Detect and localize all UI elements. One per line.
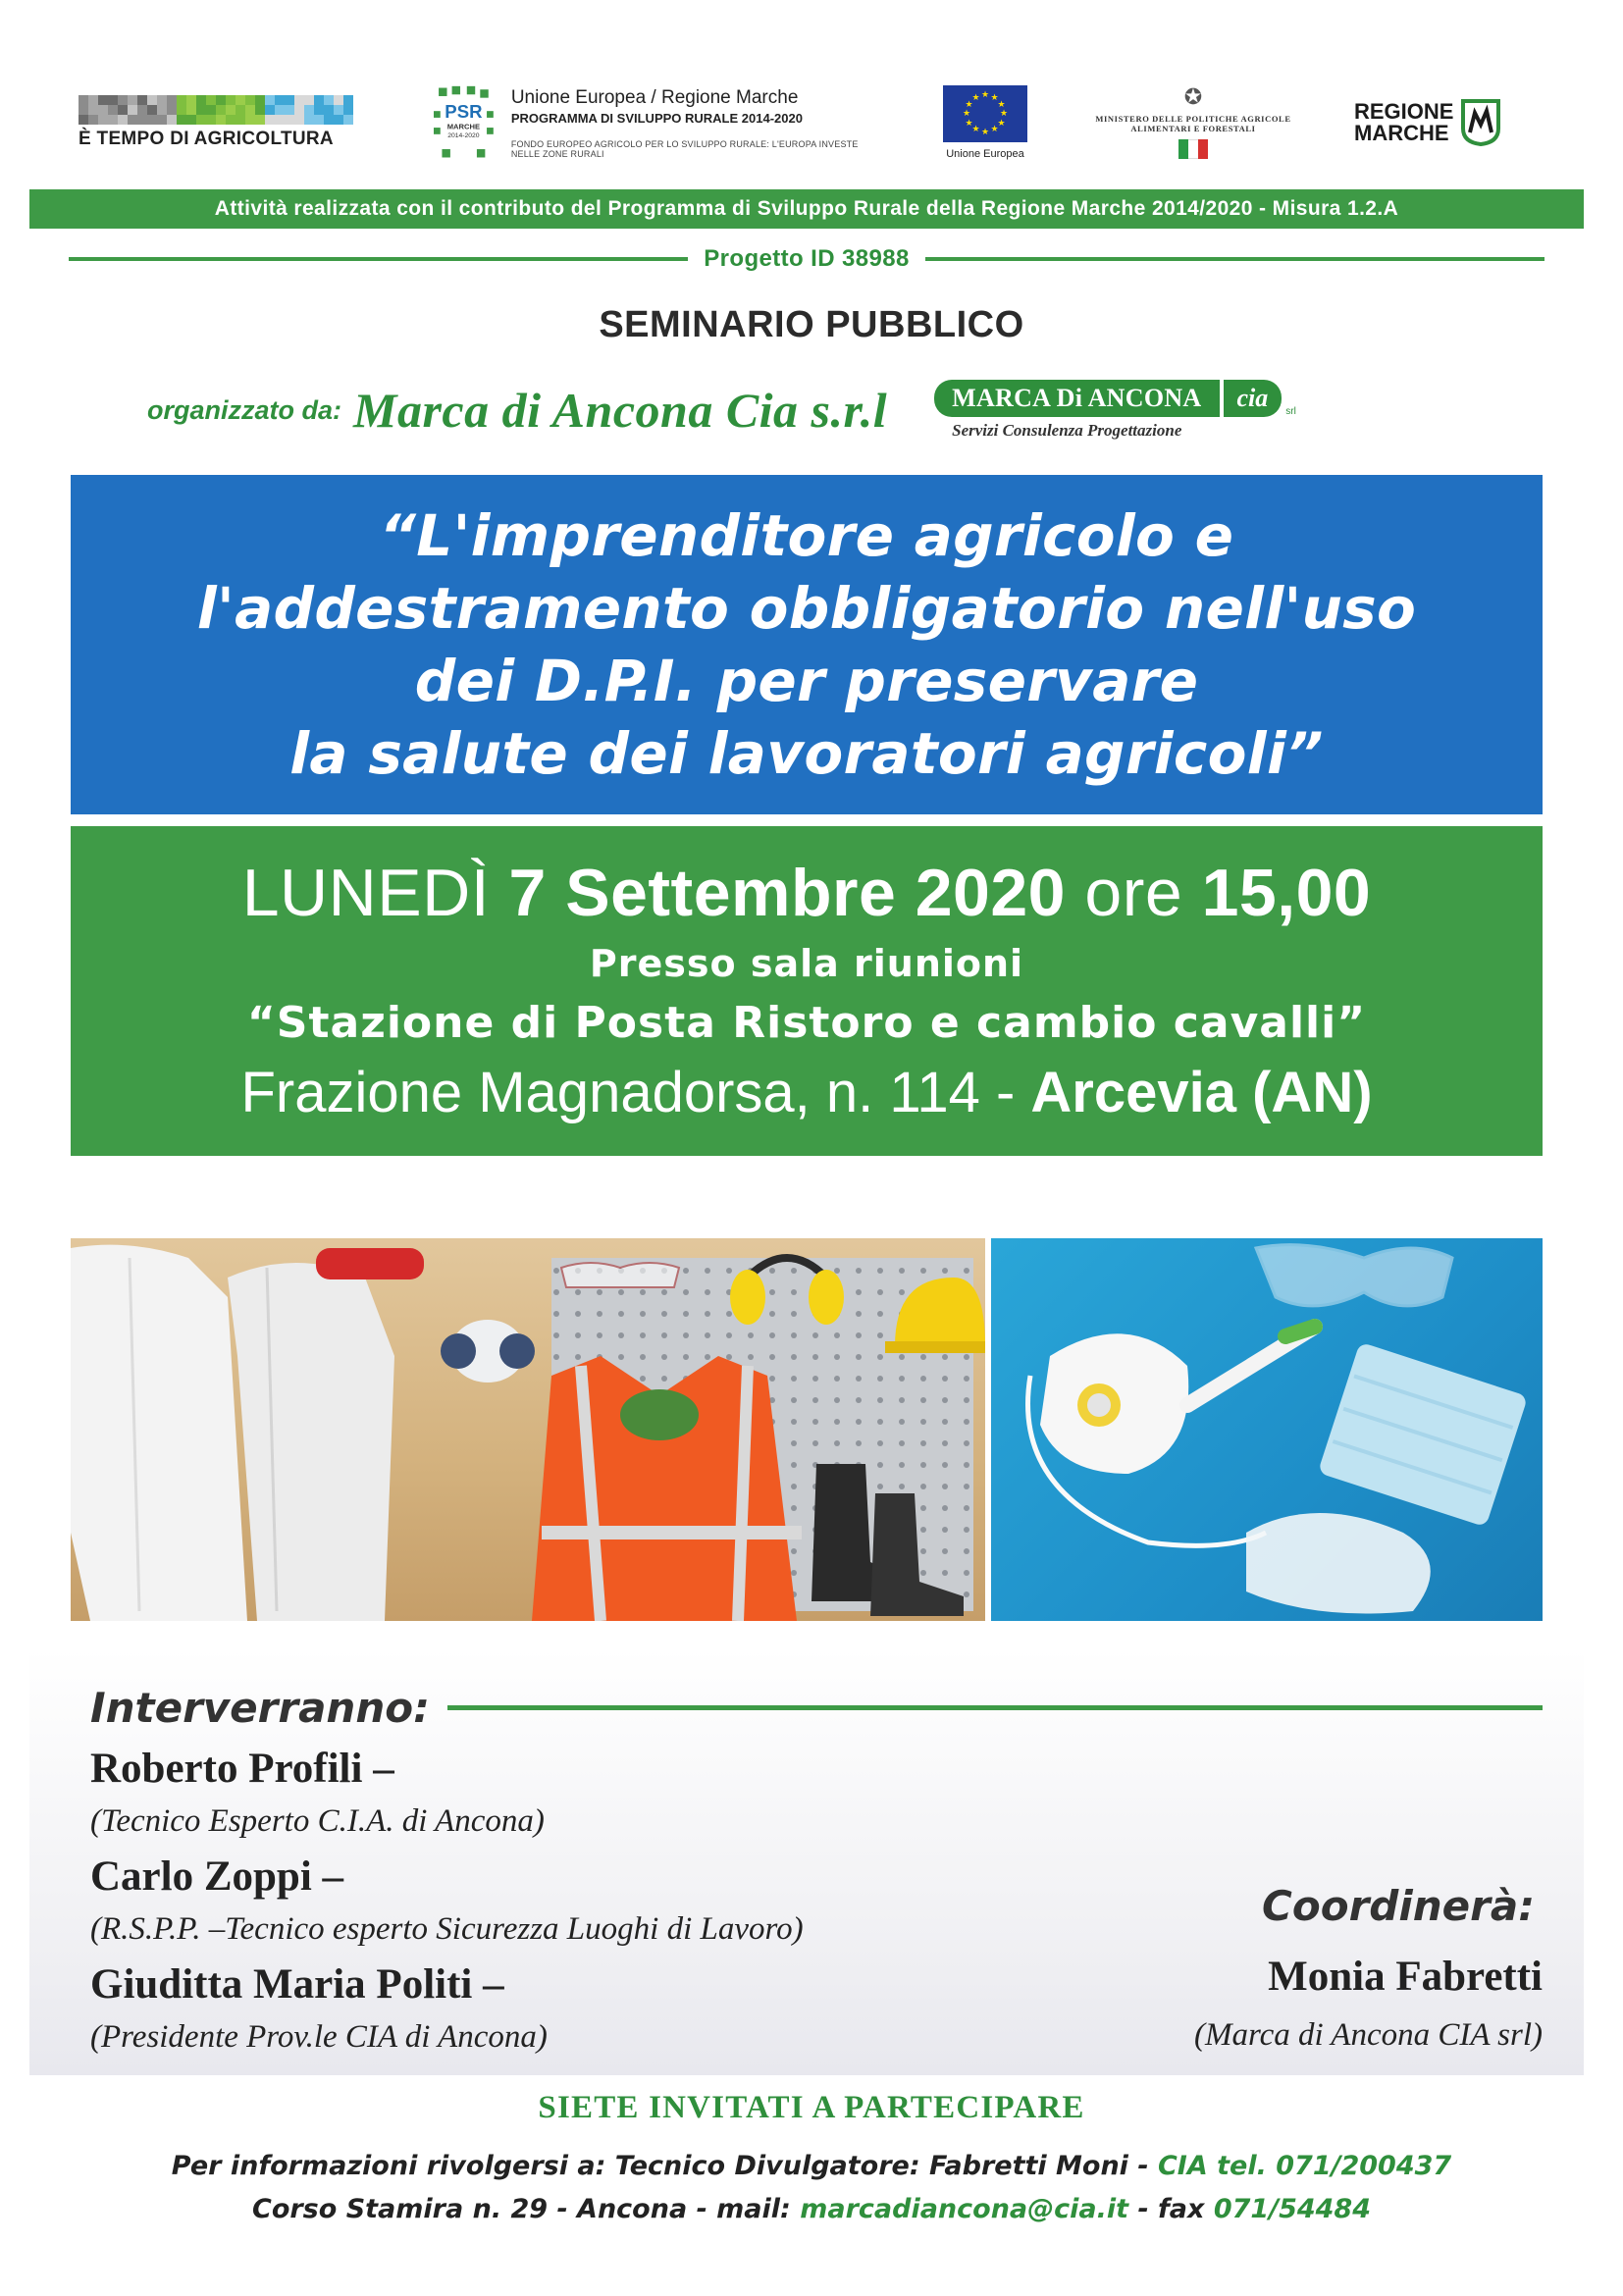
venue-address-line — [240, 1055, 1372, 1131]
organizer-row — [147, 371, 1472, 449]
event-date-line — [242, 851, 1372, 935]
info-line-1 — [0, 2151, 1623, 2181]
invitation-text: SIETE INVITATI A PARTECIPARE — [538, 2090, 1085, 2125]
organizer-name: Marca di Ancona Cia s.r.l — [353, 383, 888, 438]
regione-line-1: REGIONE — [1354, 99, 1454, 124]
ppe-equipment-photo — [71, 1238, 985, 1621]
speaker-role: (Tecnico Esperto C.I.A. di Ancona) — [90, 1803, 545, 1839]
ministry-logo — [1085, 69, 1301, 177]
headline-line: l'addestramento obbligatorio nell'uso — [196, 575, 1417, 642]
event-time: 15,00 — [1201, 856, 1372, 930]
speakers-title: Interverranno: — [90, 1683, 430, 1732]
address-prefix: Corso Stamira n. 29 - Ancona - mail: — [252, 2194, 801, 2224]
fax-label: - fax — [1128, 2194, 1214, 2224]
coordinator-label: Coordinerà: — [1262, 1882, 1535, 1930]
marca-di-ancona-logo — [934, 380, 1296, 441]
venue-line-1: Presso sala riunioni — [589, 942, 1024, 985]
divider — [447, 1705, 1543, 1710]
organizer-label: organizzato da: — [147, 394, 342, 425]
divider — [69, 257, 688, 261]
event-ore: ore — [1084, 856, 1183, 930]
medical-ppe-photo — [991, 1238, 1543, 1621]
psr-line-2: PROGRAMMA DI SVILUPPO RURALE 2014-2020 — [510, 110, 803, 126]
eu-label: Unione Europea — [946, 148, 1024, 160]
venue-line-2: “Stazione di Posta Ristoro e cambio cavalli” — [246, 998, 1367, 1048]
venue-address: Frazione Magnadorsa, n. 114 - — [240, 1061, 1016, 1124]
info-line-2 — [0, 2194, 1623, 2224]
contact-fax: 071/54484 — [1213, 2194, 1371, 2224]
eu-flag-icon: ★ ★ ★ ★ ★ ★ ★ ★ ★ ★ ★ ★ — [943, 85, 1027, 142]
coordinator-name: Monia Fabretti — [1268, 1954, 1543, 2000]
event-date: 7 Settembre 2020 — [508, 856, 1066, 930]
headline-box — [71, 475, 1543, 814]
marca-logo-srl: srl — [1285, 406, 1296, 417]
psr-line-3: FONDO EUROPEO AGRICOLO PER LO SVILUPPO RURALE: L'EUROPA INVESTE NELLE ZONE RURALI — [510, 138, 859, 159]
ministry-line-1: MINISTERO DELLE POLITICHE AGRICOLE — [1095, 114, 1291, 124]
speaker-name: Giuditta Maria Politi – — [90, 1961, 504, 2008]
speakers-header — [90, 1678, 1543, 1737]
psr-marche-logo — [434, 69, 885, 177]
italian-flag-icon — [1178, 139, 1208, 159]
contribution-bar: Attività realizzata con il contributo del Programma di Sviluppo Rurale della Regione Marche 2014/2020 - Misura 1.2.A — [29, 189, 1584, 229]
regione-line-2: MARCHE — [1354, 121, 1449, 145]
venue-city: Arcevia (AN) — [1030, 1061, 1373, 1124]
psr-badge-sub1: MARCHE — [446, 122, 481, 131]
tempo-logo-text: È TEMPO DI AGRICOLTURA — [79, 129, 334, 149]
cia-mark-icon: cia — [1224, 380, 1283, 417]
headline-line: dei D.P.I. per preservare — [414, 648, 1199, 714]
speaker-name: Carlo Zoppi – — [90, 1853, 344, 1900]
regione-marche-logo — [1354, 69, 1550, 177]
coordinator-role: (Marca di Ancona CIA srl) — [1193, 2017, 1543, 2053]
logo-row — [69, 69, 1554, 177]
psr-line-1: Unione Europea / Regione Marche — [510, 86, 799, 108]
contact-email[interactable]: marcadiancona@cia.it — [800, 2194, 1129, 2224]
speaker-role: (Presidente Prov.le CIA di Ancona) — [90, 2019, 548, 2055]
marca-logo-subtitle: Servizi Consulenza Progettazione — [952, 421, 1182, 440]
event-day: LUNEDÌ — [241, 856, 491, 930]
headline-line: “L'imprenditore agricolo e — [379, 502, 1234, 569]
psr-badge-icon — [434, 79, 494, 166]
medical-ppe-illustration — [991, 1238, 1543, 1621]
italian-emblem-icon: ✪ — [1183, 84, 1203, 109]
tempo-di-agricoltura-logo — [79, 69, 373, 177]
ministry-line-2: ALIMENTARI E FORESTALI — [1130, 124, 1256, 133]
headline-line: la salute dei lavoratori agricoli” — [289, 720, 1324, 787]
seminar-title: SEMINARIO PUBBLICO — [599, 304, 1024, 345]
contact-phone: CIA tel. 071/200437 — [1157, 2151, 1452, 2181]
eu-logo — [936, 69, 1034, 177]
marca-logo-text: MARCA Di ANCONA — [934, 380, 1219, 417]
info-prefix: Per informazioni rivolgersi a: Tecnico Divulgatore: Fabretti Moni - — [171, 2151, 1158, 2181]
ppe-equipment-illustration — [71, 1238, 985, 1621]
divider — [925, 257, 1544, 261]
pixel-mosaic-icon — [79, 95, 353, 125]
project-id-row — [69, 241, 1544, 277]
project-id: Progetto ID 38988 — [704, 245, 910, 272]
speaker-role: (R.S.P.P. –Tecnico esperto Sicurezza Luoghi di Lavoro) — [90, 1911, 804, 1947]
event-box — [71, 826, 1543, 1156]
regione-shield-icon — [1461, 99, 1500, 146]
psr-badge-title: PSR — [445, 100, 483, 122]
psr-badge-sub2: 2014-2020 — [447, 132, 480, 140]
speaker-name: Roberto Profili – — [90, 1746, 394, 1792]
